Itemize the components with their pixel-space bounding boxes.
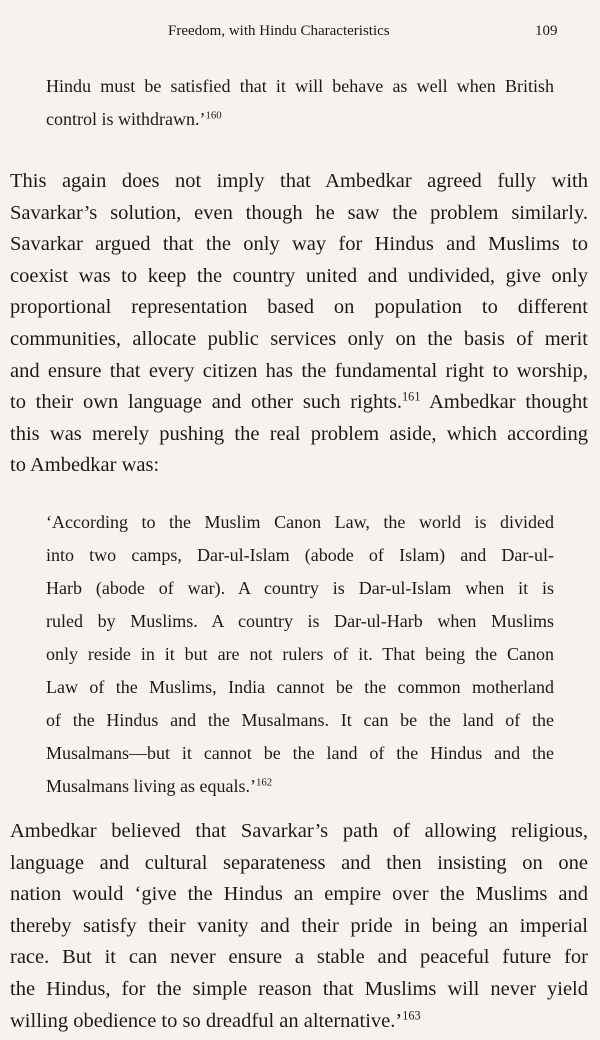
text-line: Savarkar’s solution, even though he saw the problem similarly. — [10, 201, 588, 224]
footnote-ref: 163 — [402, 1008, 421, 1023]
footnote-ref: 161 — [402, 389, 421, 404]
paragraph-2 — [10, 816, 588, 1037]
text-line: coexist was to keep the country united and undivided, give only — [10, 264, 588, 287]
text-line: proportional representation based on population to different — [10, 296, 588, 319]
text-line: Law of the Muslims, India cannot be the common motherland — [46, 677, 554, 697]
text-line: nation would ‘give the Hindus an empire over the Muslims and — [10, 883, 588, 906]
text-line: into two camps, Dar-ul-Islam (abode of Islam) and Dar-ul- — [46, 545, 554, 565]
text-line: race. But it can never ensure a stable and peaceful future for — [10, 946, 588, 969]
text-line: Musalmans living as equals.’$^{162}$ — [46, 776, 273, 796]
text-line: the Hindus, for the simple reason that Muslims will never yield — [10, 977, 588, 1000]
block-quotation — [46, 506, 554, 803]
quote-continuation — [46, 70, 554, 136]
text-line: and ensure that every citizen has the fundamental right to worship, — [10, 359, 588, 382]
running-header — [0, 20, 600, 42]
text-line: Ambedkar believed that Savarkar’s path of allowing religious, — [10, 820, 588, 842]
text-line: thereby satisfy their vanity and their pride in being an imperial — [10, 914, 588, 937]
footnote-ref: 162 — [255, 776, 273, 789]
text-line: ‘According to the Muslim Canon Law, the world is divided — [46, 512, 554, 532]
text-line: Musalmans—but it cannot be the land of the Hindus and the — [46, 743, 554, 763]
text-line: This again does not imply that Ambedkar agreed fully with — [10, 170, 588, 192]
text-line: control is withdrawn.’$^{160}$ — [46, 109, 222, 129]
text-line: to Ambedkar was: — [10, 454, 160, 477]
text-line: Savarkar argued that the only way for Hindus and Muslims to — [10, 233, 588, 256]
text-line: only reside in it but are not rulers of it. That being the Canon — [46, 644, 554, 664]
text-line: ruled by Muslims. A country is Dar-ul-Harb when Muslims — [46, 611, 554, 631]
text-line: Hindu must be satisfied that it will behave as well when British — [46, 76, 554, 96]
text-line: Harb (abode of war). A country is Dar-ul-Islam when it is — [46, 578, 554, 598]
running-title: Freedom, with Hindu Characteristics — [168, 23, 390, 39]
text-line: language and cultural separateness and then insisting on one — [10, 851, 588, 874]
text-line: to their own language and other such rights.$^{161}$ Ambedkar thought — [10, 389, 588, 414]
text-line: of the Hindus and the Musalmans. It can be the land of the — [46, 710, 554, 730]
text-line: communities, allocate public services only on the basis of merit — [10, 327, 588, 350]
footnote-ref: 160 — [205, 109, 222, 122]
text-line: this was merely pushing the real problem aside, which according — [10, 422, 588, 445]
page-number: 109 — [535, 23, 558, 39]
paragraph-1 — [10, 166, 588, 482]
text-line: willing obedience to so dreadful an alternative.’$^{163}$ — [10, 1008, 421, 1032]
